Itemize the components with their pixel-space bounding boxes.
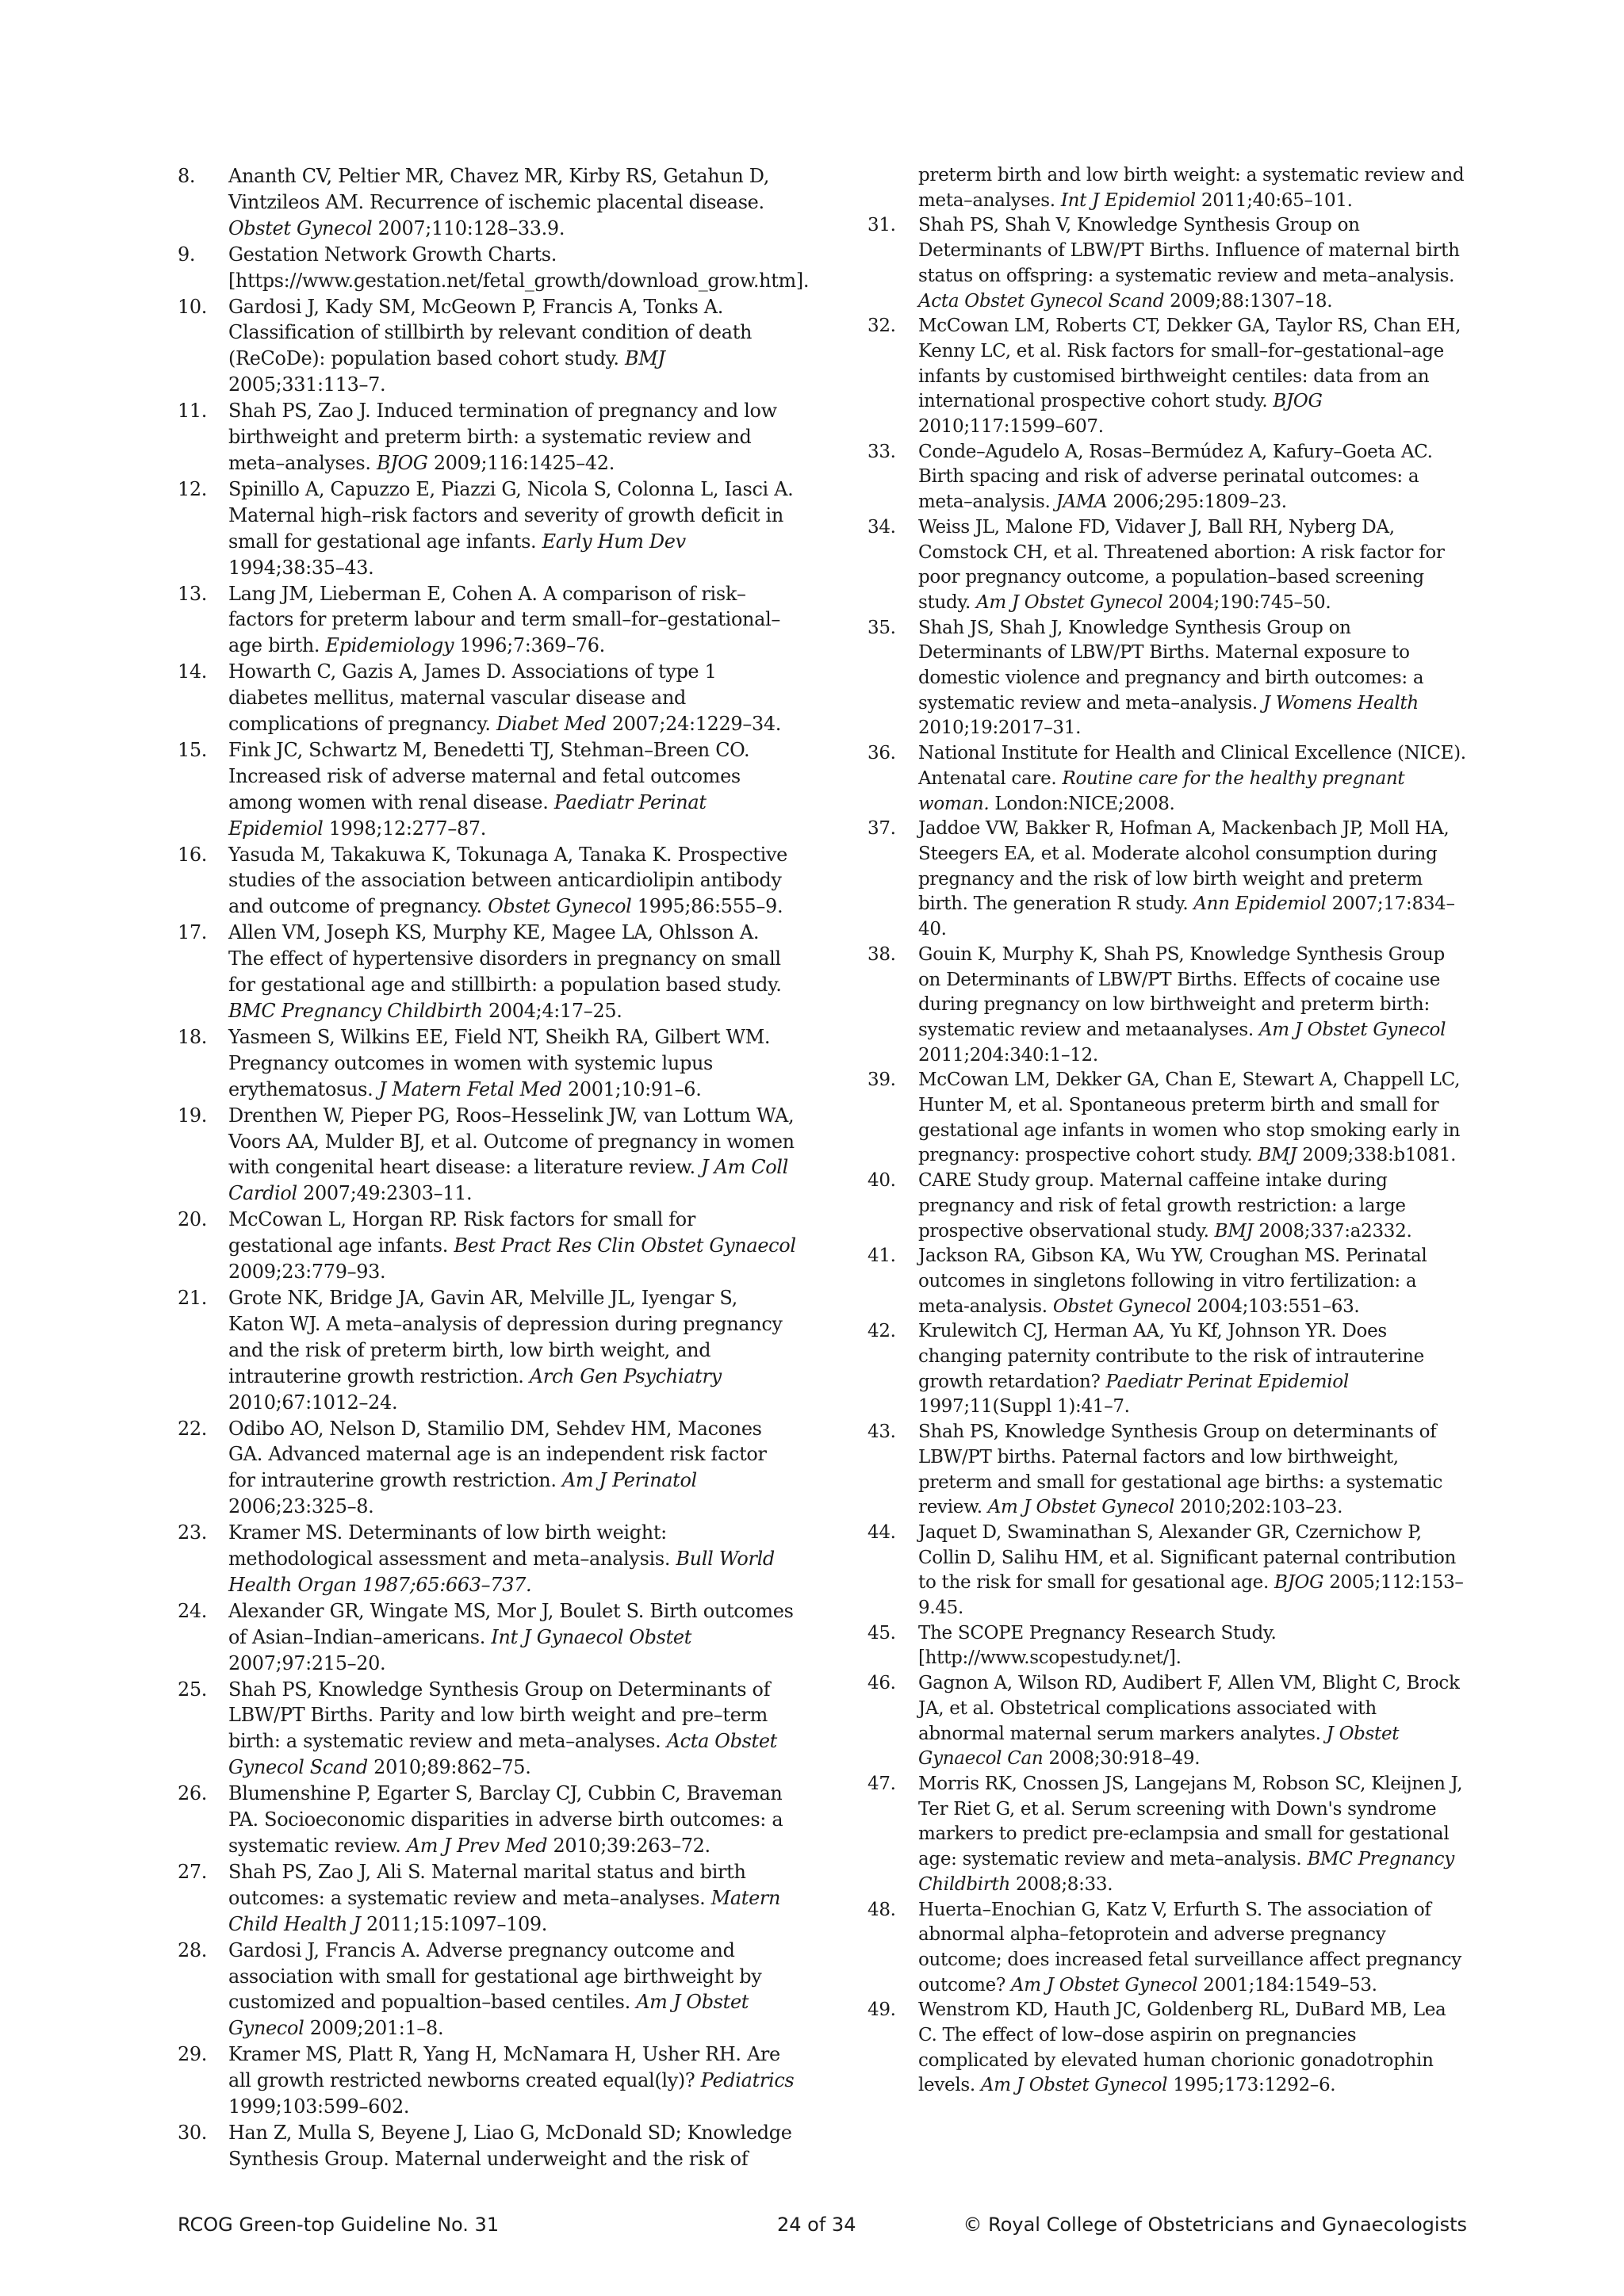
reference-text: Huerta–Enochian G, Katz V, Erfurth S. The association of abnormal alpha–fetoprotein and adverse pregnancy outcome; does increased fetal surveillance affect pregnancy outcome? [918,1899,1461,1996]
reference-text: 2001;184:1549–53. [1197,1974,1377,1996]
reference-journal: BJOG [376,451,428,474]
page-footer [178,2214,1467,2245]
reference-text: Morris RK, Cnossen JS, Langejans M, Robson SC, Kleijnen J, Ter Riet G, et al. Serum screening with Down's syndrome markers to predict pre-eclampsia and small for gestational age: systematic review and meta–analysis. [918,1774,1463,1870]
reference-text: Yasmeen S, Wilkins EE, Field NT, Sheikh RA, Gilbert WM. Pregnancy outcomes in women with systemic lupus erythematosus. [228,1025,771,1100]
reference-text: Conde–Agudelo A, Rosas–Bermúdez A, Kafury–Goeta AC. Birth spacing and risk of adverse perinatal outcomes: a meta–analysis. [918,441,1433,513]
reference-item [868,1998,1467,2099]
reference-text: Han Z, Mulla S, Beyene J, Liao G, McDonald SD; Knowledge Synthesis Group. Maternal underweight and the risk of [228,2121,792,2170]
reference-number: 24. [178,1599,208,1622]
reference-text: Gouin K, Murphy K, Shah PS, Knowledge Synthesis Group on Determinants of LBW/PT Births. Effects of cocaine use during pregnancy on low birthweight and preterm birth: systematic review and metaanalyses. [918,943,1445,1040]
reference-text: Jaquet D, Swaminathan S, Alexander GR, Czernichow P, Collin D, Salihu HM, et al. Significant paternal contribution to the risk for small for gesational age. [918,1521,1457,1594]
reference-number: 48. [868,1899,896,1920]
reference-number: 21. [178,1286,208,1309]
reference-item [178,1207,796,1285]
reference-number: 16. [178,843,208,866]
reference-journal: BMJ [1258,1145,1297,1166]
reference-item [178,476,796,581]
reference-journal: Int J Epidemiol [1060,189,1196,211]
reference-journal: BMC Pregnancy Childbirth [918,1849,1454,1895]
reference-text: 2007;110:128–33.9. [372,216,565,239]
reference-item [178,1938,796,2042]
reference-journal: Bull World Health Organ 1987;65:663–737. [228,1548,775,1596]
reference-number: 10. [178,295,208,318]
reference-text: Drenthen W, Pieper PG, Roos–Hesselink JW, van Lottum WA, Voors AA, Mulder BJ, et al. Outcome of pregnancy in women with congenital heart disease: a literature review. [228,1104,795,1179]
reference-text: Spinillo A, Capuzzo E, Piazzi G, Nicola S, Colonna L, Iasci A. Maternal high–risk factors and severity of growth deficit in small for gestational age infants. [228,477,794,553]
reference-journal: Best Pract Res Clin Obstet Gynaecol [454,1234,796,1257]
reference-journal: Paediatr Perinat Epidemiol [228,790,707,840]
reference-text: 2010;39:263–72. [547,1835,710,1857]
reference-text: McCowan L, Horgan RP. Risk factors for small for gestational age infants. [228,1208,696,1257]
reference-journal: J Obstet Gynaecol Can [918,1723,1400,1770]
reference-text: 2010;202:103–23. [1174,1497,1343,1518]
reference-item [868,1621,1467,1671]
reference-journal: BMJ [1214,1220,1254,1242]
reference-number: 13. [178,582,208,605]
reference-journal: Diabet Med [496,713,607,736]
reference-text: 1997;11(Suppl 1):41–7. [918,1396,1130,1418]
reference-item [178,1859,796,1938]
reference-number: 17. [178,921,208,944]
reference-text: 2001;10:91–6. [561,1077,702,1100]
reference-journal: Am J Obstet Gynecol [1011,1974,1198,1996]
reference-item [868,741,1467,817]
reference-text: Howarth C, Gazis A, James D. Associations of type 1 diabetes mellitus, maternal vascular disease and complications of pregnancy. [228,660,717,736]
reference-text: National Institute for Health and Clinical Excellence (NICE). Antenatal care. [918,743,1466,789]
reference-number: 12. [178,477,208,500]
reference-text: 2008;30:918–49. [1043,1748,1201,1770]
reference-text: Lang JM, Lieberman E, Cohen A. A comparison of risk–factors for preterm labour and term small–for–gestational–age birth. [228,582,781,657]
reference-text: 2004;4:17–25. [482,1000,622,1022]
reference-item [868,1772,1467,1898]
reference-text: Blumenshine P, Egarter S, Barclay CJ, Cubbin C, Braveman PA. Socioeconomic disparities in adverse birth outcomes: a systematic review. [228,1782,783,1857]
reference-text: McCowan LM, Dekker GA, Chan E, Stewart A, Chappell LC, Hunter M, et al. Spontaneous preterm birth and small for gestational age infants in women who stop smoking early in pregnancy: prospective cohort study. [918,1070,1461,1166]
reference-number: 37. [868,818,896,840]
reference-journal: Am J Perinatol [561,1469,697,1492]
reference-text: Jaddoe VW, Bakker R, Hofman A, Mackenbach JP, Moll HA, Steegers EA, et al. Moderate alcohol consumption during pregnancy and the risk of low birth weight and preterm birth. The generation R study. [918,818,1450,915]
reference-journal: Arch Gen Psychiatry [529,1364,722,1387]
reference-text: Allen VM, Joseph KS, Murphy KE, Magee LA, Ohlsson A. The effect of hypertensive disorders in pregnancy on small for gestational age and stillbirth: a population based study. [228,921,782,997]
reference-text: Jackson RA, Gibson KA, Wu YW, Croughan MS. Perinatal outcomes in singletons following in vitro fertilization: a meta-analysis. [918,1246,1427,1317]
reference-number: 49. [868,1999,896,2021]
reference-text: 2010;89:862–75. [367,1756,531,1779]
reference-item [178,163,796,242]
reference-item [178,1024,796,1103]
reference-text: 2010;117:1599–607. [918,416,1104,438]
reference-text: Shah JS, Shah J, Knowledge Synthesis Group on Determinants of LBW/PT Births. Maternal exposure to domestic violence and pregnancy and birth outcomes: a systematic review and meta–analysis. [918,617,1424,714]
reference-journal: BJOG [1273,391,1323,412]
reference-number: 26. [178,1782,208,1805]
reference-number: 39. [868,1070,896,1091]
reference-number: 35. [868,617,896,638]
reference-text: 2006;23:325–8. [228,1495,374,1518]
reference-journal: Routine care for the healthy pregnant woman. [918,767,1405,814]
reference-text: The SCOPE Pregnancy Research Study. [http://www.scopestudy.net/]. [918,1622,1277,1669]
reference-text: 1999;103:599–602. [228,2095,410,2118]
reference-journal: Paediatr Perinat Epidemiol [1105,1371,1349,1392]
reference-text: 2011;15:1097–109. [360,1912,548,1935]
reference-item [868,440,1467,515]
reference-item [178,659,796,737]
reference-text: 2009;116:1425–42. [427,451,615,474]
reference-journal: Epidemiology [325,634,454,657]
reference-text: 2005;112:153–9.45. [918,1572,1464,1619]
reference-text: Shah PS, Knowledge Synthesis Group on Determinants of LBW/PT Births. Parity and low birth weight and pre–term birth: a systematic review and meta–analyses. [228,1678,771,1753]
reference-journal: Am J Obstet Gynecol [980,2075,1168,2096]
reference-journal: Am J Obstet Gynecol [228,1991,749,2040]
reference-item [178,1598,796,1677]
reference-item [178,1520,796,1598]
reference-journal: Int J Gynaecol Obstet [491,1625,692,1648]
reference-text: Shah PS, Knowledge Synthesis Group on determinants of LBW/PT births. Paternal factors and low birthweight, preterm and small for gestational age births: a systematic review. [918,1422,1443,1518]
reference-text: 2009;88:1307–18. [1164,290,1333,312]
reference-text: 2005;331:113–7. [228,373,386,396]
reference-journal: Acta Obstet Gynecol Scand [228,1730,777,1779]
reference-text: 1994;38:35–43. [228,556,374,579]
reference-number: 29. [178,2043,208,2066]
reference-number: 38. [868,943,896,965]
reference-number: 42. [868,1321,896,1342]
reference-journal: Am J Obstet Gynecol [987,1497,1174,1518]
reference-number: 14. [178,660,208,683]
reference-journal: Early Hum Dev [542,530,686,553]
reference-journal: Am J Obstet Gynecol [976,591,1163,613]
reference-text: 1995;173:1292–6. [1167,2075,1336,2096]
reference-item [178,2120,796,2172]
reference-text: 2007;24:1229–34. [606,713,782,736]
reference-number: 18. [178,1025,208,1048]
reference-number: 41. [868,1246,896,1267]
reference-item [178,242,810,294]
reference-item [868,1671,1467,1772]
reference-item [868,1521,1467,1621]
reference-number: 32. [868,316,896,337]
reference-text: 2007;97:215–20. [228,1651,386,1674]
reference-item [178,1416,796,1521]
reference-item [868,1898,1467,1999]
reference-number: 47. [868,1774,896,1794]
reference-item [868,616,1467,742]
reference-text: Gestation Network Growth Charts. [https://www.gestation.net/fetal_growth/download_grow.htm]. [228,243,810,292]
reference-item [868,213,1467,314]
reference-journal: Matern Child Health J [228,1886,781,1935]
reference-item [868,1244,1467,1319]
reference-number: 23. [178,1521,208,1544]
reference-item [178,581,796,660]
footer-copyright: © Royal College of Obstetricians and Gynaecologists [963,2214,1467,2236]
reference-item [868,1169,1467,1244]
reference-item [178,2042,796,2120]
reference-number: 43. [868,1422,896,1443]
reference-item [868,1068,1467,1169]
reference-journal: J Womens Health [1262,692,1419,714]
reference-text: McCowan LM, Roberts CT, Dekker GA, Taylor RS, Chan EH, Kenny LC, et al. Risk factors for small–for–gestational–age infants by customised birthweight centiles: data from an international prospective cohort study. [918,316,1461,412]
reference-text: Kramer MS, Platt R, Yang H, McNamara H, Usher RH. Are all growth restricted newborns created equal(ly)? [228,2043,780,2092]
reference-text: Gardosi J, Kady SM, McGeown P, Francis A, Tonks A. Classification of stillbirth by relevant condition of death (ReCoDe): population based cohort study. [228,295,753,370]
reference-journal: Obstet Gynecol [228,216,373,239]
reference-journal: Obstet Gynecol [488,895,632,918]
reference-text: 2007;17:834–40. [918,894,1455,940]
footer-guideline-title: RCOG Green-top Guideline No. 31 [178,2214,500,2236]
reference-journal: J Am Coll Cardiol [228,1156,788,1205]
reference-number: 33. [868,441,896,462]
reference-item [868,515,1467,616]
reference-journal: Am J Obstet Gynecol [1258,1019,1446,1040]
reference-text: Weiss JL, Malone FD, Vidaver J, Ball RH, Nyberg DA, Comstock CH, et al. Threatened abortion: A risk factor for poor pregnancy outcome, a population–based screening study. [918,516,1445,613]
reference-item [178,1285,796,1416]
reference-text: 2008;8:33. [1009,1873,1113,1895]
reference-item [868,943,1467,1069]
reference-text: Alexander GR, Wingate MS, Mor J, Boulet S. Birth outcomes of Asian–Indian–americans. [228,1599,794,1648]
reference-text: 1996;7:369–76. [454,634,605,657]
reference-item [178,920,796,1024]
reference-text: Gagnon A, Wilson RD, Audibert F, Allen VM, Blight C, Brock JA, et al. Obstetrical complications associated with abnormal maternal serum markers analytes. [918,1673,1460,1744]
reference-text: 1998;12:277–87. [323,817,487,840]
reference-journal: BJOG [1274,1572,1324,1594]
reference-item [868,1319,1467,1420]
reference-text: preterm birth and low birth weight: a systematic review and meta–analyses. [918,165,1465,211]
reference-number: 27. [178,1860,208,1883]
reference-text: 2010;67:1012–24. [228,1391,398,1414]
reference-number: 11. [178,400,208,423]
reference-item [178,842,796,920]
reference-item [868,817,1467,943]
reference-journal: Pediatrics [700,2069,795,2092]
reference-text: Kramer MS. Determinants of low birth weight: methodological assessment and meta–analysis. [228,1521,676,1571]
reference-text: 2010;19:2017–31. [918,718,1082,739]
reference-text: 2009;201:1–8. [304,2017,444,2040]
reference-number: 28. [178,1938,208,1961]
reference-text: Ananth CV, Peltier MR, Chavez MR, Kirby RS, Getahun D, Vintzileos AM. Recurrence of ischemic placental disease. [228,165,770,213]
reference-journal: JAMA [1055,492,1108,513]
footer-page-number: 24 of 34 [777,2214,856,2236]
reference-column-right [868,163,1467,2099]
reference-text: 1995;86:555–9. [631,895,783,918]
reference-journal: Am J Prev Med [406,1835,548,1857]
reference-item [178,1781,796,1859]
reference-item [178,737,796,842]
reference-item [178,1103,796,1207]
reference-journal: Acta Obstet Gynecol Scand [918,290,1165,312]
reference-text: CARE Study group. Maternal caffeine intake during pregnancy and risk of fetal growth restriction: a large prospective observational study. [918,1170,1406,1242]
reference-number: 19. [178,1104,208,1127]
reference-journal: Ann Epidemiol [1193,894,1327,915]
reference-text: 2011;204:340:1–12. [918,1044,1098,1066]
reference-text: Gardosi J, Francis A. Adverse pregnancy outcome and association with small for gestational age birthweight by customized and popualtion–based centiles. [228,1938,762,2014]
reference-text: 2011;40:65–101. [1195,189,1353,211]
reference-text: 2004;103:551–63. [1191,1295,1360,1317]
reference-number: 15. [178,738,208,761]
reference-text: Shah PS, Zao J. Induced termination of pregnancy and low birthweight and preterm birth: a systematic review and meta–analyses. [228,400,777,474]
reference-number: 20. [178,1208,208,1231]
reference-item [178,294,796,399]
reference-item [868,1420,1467,1521]
reference-text: Shah PS, Zao J, Ali S. Maternal marital status and birth outcomes: a systematic review and meta–analyses. [228,1860,746,1909]
reference-text: Fink JC, Schwartz M, Benedetti TJ, Stehman–Breen CO. Increased risk of adverse maternal and fetal outcomes among women with renal disease. [228,738,750,813]
reference-number: 46. [868,1673,896,1694]
reference-text: London:NICE;2008. [989,793,1175,814]
reference-number: 22. [178,1417,208,1440]
reference-item [868,314,1467,440]
reference-journal: BMJ [624,347,665,370]
reference-text: 2009;23:779–93. [228,1261,386,1284]
reference-journal: J Matern Fetal Med [378,1077,562,1100]
reference-journal: Obstet Gynecol [1052,1295,1192,1317]
reference-text: Yasuda M, Takakuwa K, Tokunaga A, Tanaka K. Prospective studies of the association between anticardiolipin antibody and outcome of pregnancy. [228,843,787,918]
reference-number: 25. [178,1678,208,1701]
reference-number: 44. [868,1521,896,1543]
reference-text: 2009;338:b1081. [1297,1145,1457,1166]
reference-number: 9. [178,243,196,266]
reference-number: 31. [868,215,896,236]
reference-text: Krulewitch CJ, Herman AA, Yu Kf, Johnson YR. Does changing paternity contribute to the risk of intrauterine growth retardation? [918,1321,1424,1392]
reference-number: 30. [178,2121,208,2144]
reference-number: 36. [868,743,896,764]
reference-item [178,398,796,476]
reference-column-left [178,163,810,2172]
reference-text: 2006;295:1809–23. [1107,492,1287,513]
reference-item [178,1677,796,1781]
reference-number: 34. [868,516,896,538]
reference-text: Shah PS, Shah V, Knowledge Synthesis Group on Determinants of LBW/PT Births. Influence of maternal birth status on offspring: a systematic review and meta–analysis. [918,215,1460,286]
reference-item [868,163,1467,213]
reference-text: 2008;337:a2332. [1253,1220,1412,1242]
reference-text: Wenstrom KD, Hauth JC, Goldenberg RL, DuBard MB, Lea C. The effect of low–dose aspirin on pregnancies complicated by elevated human chorionic gonadotrophin levels. [918,1999,1446,2096]
reference-number: 45. [868,1622,896,1644]
reference-text: Grote NK, Bridge JA, Gavin AR, Melville JL, Iyengar S, Katon WJ. A meta–analysis of depression during pregnancy and the risk of preterm birth, low birth weight, and intrauterine growth restriction. [228,1286,783,1387]
reference-text: Odibo AO, Nelson D, Stamilio DM, Sehdev HM, Macones GA. Advanced maternal age is an independent risk factor for intrauterine growth restriction. [228,1417,767,1492]
reference-journal: BMC Pregnancy Childbirth [228,1000,483,1022]
reference-text: 2004;190:745–50. [1162,591,1331,613]
reference-number: 40. [868,1170,896,1192]
reference-text: 2007;49:2303–11. [297,1182,473,1205]
reference-number: 8. [178,165,196,187]
